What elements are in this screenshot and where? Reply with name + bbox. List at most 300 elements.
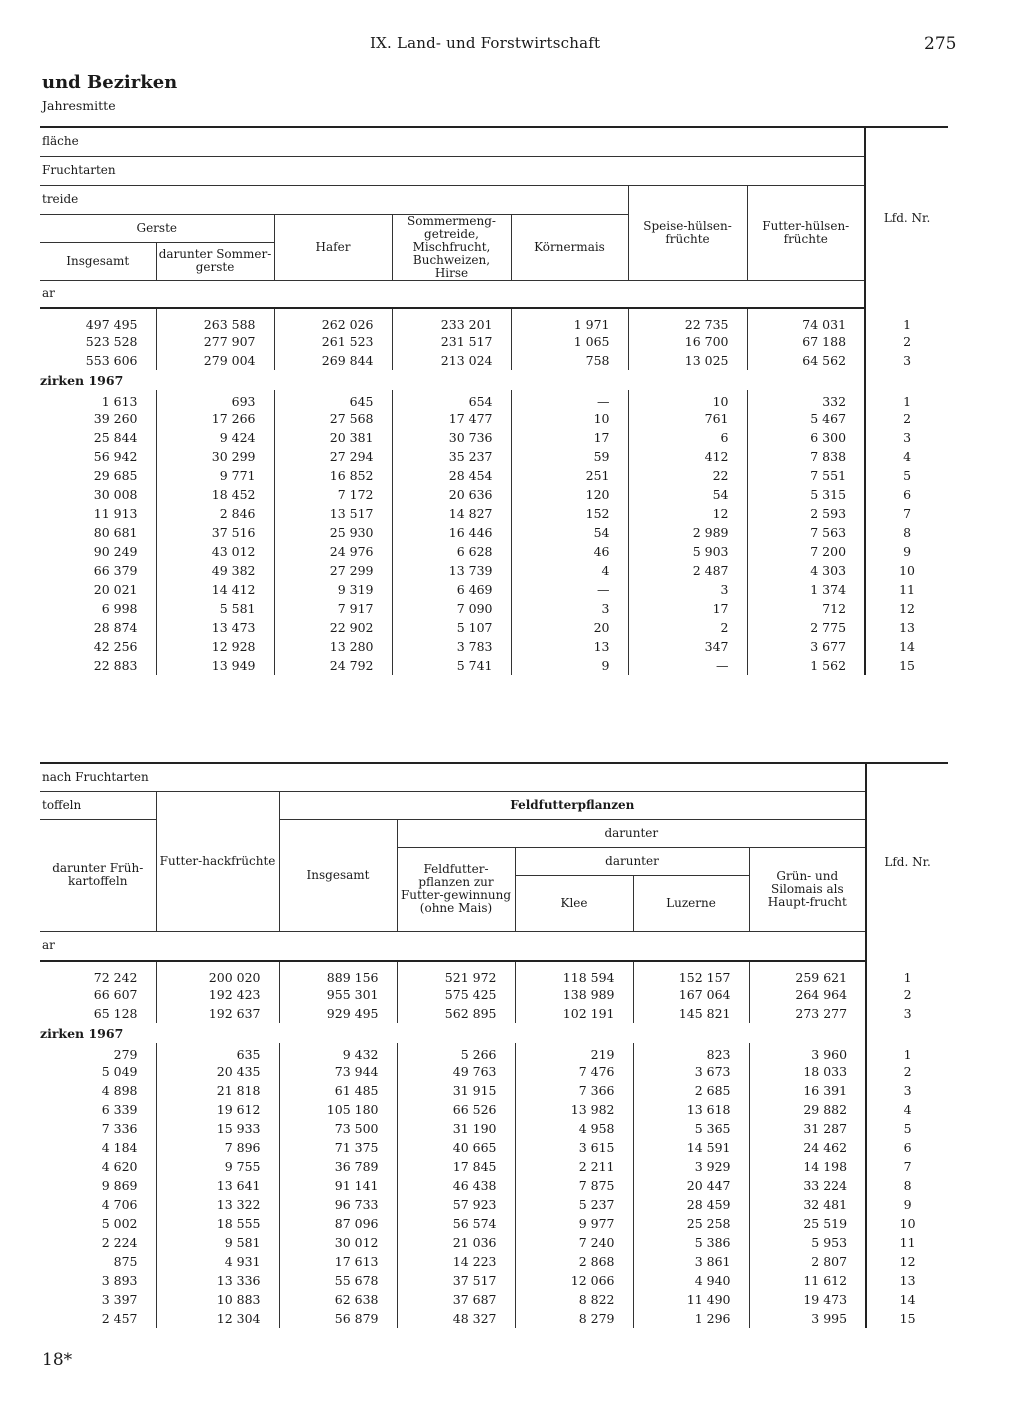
table-cell: 2 775: [747, 618, 865, 637]
table-row: [40, 428, 948, 447]
table-cell: 17: [511, 428, 628, 447]
table-row: [40, 332, 948, 351]
row-number: 2: [865, 332, 948, 351]
table-row: [40, 1081, 948, 1100]
table-cell: 37 687: [397, 1290, 515, 1309]
table-cell: 18 033: [749, 1062, 866, 1081]
table-cell: 1 065: [511, 332, 628, 351]
table-row: [40, 447, 948, 466]
table-cell: 4 940: [633, 1271, 749, 1290]
table-row: [40, 618, 948, 637]
table-cell: 635: [156, 1043, 279, 1062]
table-cell: 27 568: [274, 409, 392, 428]
table-cell: 17 477: [392, 409, 511, 428]
table-cell: 17 266: [156, 409, 274, 428]
table-row: [40, 985, 948, 1004]
table-cell: 145 821: [633, 1004, 749, 1023]
table-cell: 102 191: [515, 1004, 633, 1023]
row-number: 4: [866, 1100, 948, 1119]
table-cell: 14 412: [156, 580, 274, 599]
table-cell: 167 064: [633, 985, 749, 1004]
table-cell: 54: [628, 485, 747, 504]
table-cell: 49 382: [156, 561, 274, 580]
table-cell: 73 500: [279, 1119, 397, 1138]
row-number: 10: [866, 1214, 948, 1233]
table-cell: 7 336: [101, 1121, 138, 1136]
header-koernermais: Körnermais: [511, 214, 628, 280]
table-cell: 889 156: [279, 961, 397, 985]
header-hafer: Hafer: [274, 214, 392, 280]
table-cell: 46 438: [397, 1176, 515, 1195]
row-number: 15: [865, 656, 948, 675]
table-row: [40, 1043, 948, 1062]
table-cell: 29 882: [749, 1100, 866, 1119]
table-cell: 5 581: [156, 599, 274, 618]
table-cell: 59: [511, 447, 628, 466]
table-cell: 4 184: [101, 1140, 138, 1155]
table-cell: 14 591: [633, 1138, 749, 1157]
table-cell: 73 944: [279, 1062, 397, 1081]
table-cell: 30 299: [156, 447, 274, 466]
table-cell: 7 896: [156, 1138, 279, 1157]
header-insgesamt: Insgesamt: [279, 819, 397, 931]
table-cell: 10 883: [156, 1290, 279, 1309]
table-cell: 7 838: [747, 447, 865, 466]
table-cell: 14 827: [392, 504, 511, 523]
table-cell: 18 452: [156, 485, 274, 504]
table-cell: 654: [392, 390, 511, 409]
table-cell: 269 844: [274, 351, 392, 370]
table-cell: 42 256: [93, 639, 138, 654]
table-row: [40, 599, 948, 618]
table-cell: 3 783: [392, 637, 511, 656]
header-speise: Speise-hülsen-früchte: [628, 185, 747, 280]
table-cell: 2 846: [156, 504, 274, 523]
table-cell: 645: [274, 390, 392, 409]
table-row: [40, 308, 948, 332]
table-cell: 1 296: [633, 1309, 749, 1328]
table-cell: 693: [156, 390, 274, 409]
table-cell: 955 301: [279, 985, 397, 1004]
table-cell: 7 875: [515, 1176, 633, 1195]
table-row: [40, 1195, 948, 1214]
header-getreide: treide: [42, 192, 79, 206]
table-row: [40, 542, 948, 561]
table-row: [40, 1062, 948, 1081]
table-cell: 6 469: [392, 580, 511, 599]
header-gruen-silomais: Grün- und Silomais als Haupt-frucht: [749, 847, 866, 931]
table-cell: 4 620: [101, 1159, 138, 1174]
table-cell: 9 319: [274, 580, 392, 599]
table-row: [40, 466, 948, 485]
table-cell: 30 012: [279, 1233, 397, 1252]
table-cell: 9 755: [156, 1157, 279, 1176]
header-darunter: darunter: [397, 819, 866, 847]
table-cell: 3 960: [749, 1043, 866, 1062]
table-cell: 4 958: [515, 1119, 633, 1138]
table-cell: 2 593: [747, 504, 865, 523]
table-cell: 30 008: [93, 487, 138, 502]
table-cell: 13 517: [274, 504, 392, 523]
table-cell: 10: [511, 409, 628, 428]
table-row: [40, 961, 948, 985]
table-cell: 13 280: [274, 637, 392, 656]
table-cell: 9 977: [515, 1214, 633, 1233]
table-cell: 3 615: [515, 1138, 633, 1157]
table-cell: 7 240: [515, 1233, 633, 1252]
table-cell: 5 266: [397, 1043, 515, 1062]
header-sommermeng: Sommermeng-getreide, Mischfrucht, Buchweizen, Hirse: [392, 214, 511, 280]
table-cell: 13: [511, 637, 628, 656]
table-cell: 16 700: [628, 332, 747, 351]
table-cell: 66 607: [93, 987, 138, 1002]
header-fruchtarten: Fruchtarten: [40, 156, 865, 185]
table-cell: 27 294: [274, 447, 392, 466]
header-feldfutter: Feldfutterpflanzen: [279, 791, 866, 819]
table-row: [40, 1309, 948, 1328]
table-cell: 30 736: [392, 428, 511, 447]
table-row: [40, 1252, 948, 1271]
table-cell: 13 949: [156, 656, 274, 675]
table-cell: 3 995: [749, 1309, 866, 1328]
table-cell: 277 907: [156, 332, 274, 351]
row-number: 5: [866, 1119, 948, 1138]
table-cell: 562 895: [397, 1004, 515, 1023]
table-cell: 7 551: [747, 466, 865, 485]
row-number: 2: [866, 985, 948, 1004]
row-number: 1: [866, 961, 948, 985]
table-cell: 91 141: [279, 1176, 397, 1195]
table-cell: 55 678: [279, 1271, 397, 1290]
table-cell: 21 818: [156, 1081, 279, 1100]
header-futterhack: Futter-hackfrüchte: [156, 791, 279, 931]
table-cell: 712: [747, 599, 865, 618]
table-cell: 758: [511, 351, 628, 370]
table-cell: 264 964: [749, 985, 866, 1004]
table-cell: 3 677: [747, 637, 865, 656]
row-number: 6: [865, 485, 948, 504]
table-cell: 213 024: [392, 351, 511, 370]
table-cell: 1 562: [747, 656, 865, 675]
table-cell: 18 555: [156, 1214, 279, 1233]
table-cell: 80 681: [93, 525, 138, 540]
table-row: [40, 656, 948, 675]
table-cell: 4: [511, 561, 628, 580]
table-cell: 7 563: [747, 523, 865, 542]
table-cell: 28 454: [392, 466, 511, 485]
table-cell: 262 026: [274, 308, 392, 332]
row-number: 1: [865, 390, 948, 409]
table-row: [40, 1119, 948, 1138]
table-cell: 9 424: [156, 428, 274, 447]
table-cell: 64 562: [747, 351, 865, 370]
table-cell: 16 391: [749, 1081, 866, 1100]
table-cell: 22 902: [274, 618, 392, 637]
table-cell: 5 049: [101, 1064, 138, 1079]
table-cell: 761: [628, 409, 747, 428]
table-cell: 192 637: [156, 1004, 279, 1023]
table-cell: 105 180: [279, 1100, 397, 1119]
table-cell: 61 485: [279, 1081, 397, 1100]
table-cell: 20 636: [392, 485, 511, 504]
table-cell: 43 012: [156, 542, 274, 561]
table-cell: 12 928: [156, 637, 274, 656]
table-cell: 6 998: [101, 601, 138, 616]
table-cell: 3 673: [633, 1062, 749, 1081]
table-cell: 5 365: [633, 1119, 749, 1138]
table-cell: 13 618: [633, 1100, 749, 1119]
table-cell: 20 381: [274, 428, 392, 447]
header-lfd-nr: Lfd. Nr.: [866, 763, 948, 961]
row-number: 13: [866, 1271, 948, 1290]
table-cell: 2 224: [101, 1235, 138, 1250]
row-number: 12: [866, 1252, 948, 1271]
table-cell: 231 517: [392, 332, 511, 351]
row-number: 9: [865, 542, 948, 561]
row-number: 4: [865, 447, 948, 466]
table-cell: 279: [113, 1047, 138, 1062]
table-row: [40, 1271, 948, 1290]
table-cell: 7 090: [392, 599, 511, 618]
row-number: 3: [866, 1004, 948, 1023]
table-cell: 3 861: [633, 1252, 749, 1271]
footer-signature: 18*: [42, 1350, 73, 1370]
table-row: [40, 561, 948, 580]
table-cell: 2 868: [515, 1252, 633, 1271]
table-cell: 13 641: [156, 1176, 279, 1195]
table-cell: 39 260: [93, 411, 138, 426]
table-cell: 7 172: [274, 485, 392, 504]
row-number: 14: [865, 637, 948, 656]
table-cell: 219: [515, 1043, 633, 1062]
table-cell: 553 606: [85, 353, 138, 368]
table-cell: 3: [511, 599, 628, 618]
table-cell: 11 612: [749, 1271, 866, 1290]
table-row: [40, 523, 948, 542]
header-lfd-nr: Lfd. Nr.: [865, 127, 948, 308]
table-cell: 56 574: [397, 1214, 515, 1233]
row-number: 14: [866, 1290, 948, 1309]
header-sommergerste: darunter Sommer-gerste: [156, 242, 274, 280]
table-cell: 7 200: [747, 542, 865, 561]
table-cell: 261 523: [274, 332, 392, 351]
table-cell: 31 915: [397, 1081, 515, 1100]
table-cell: 12 304: [156, 1309, 279, 1328]
table-row: [40, 351, 948, 370]
table-cell: 19 473: [749, 1290, 866, 1309]
table-cell: 24 792: [274, 656, 392, 675]
row-number: 9: [866, 1195, 948, 1214]
table-cell: 497 495: [85, 317, 138, 332]
table-row: [40, 1138, 948, 1157]
table-cell: 15 933: [156, 1119, 279, 1138]
page-title: und Bezirken: [42, 72, 178, 93]
table-row: [40, 1100, 948, 1119]
row-number: 15: [866, 1309, 948, 1328]
table-cell: 8 279: [515, 1309, 633, 1328]
table-cell: 56 942: [93, 449, 138, 464]
table-cell: 3 397: [101, 1292, 138, 1307]
table-cell: 332: [747, 390, 865, 409]
row-number: 11: [865, 580, 948, 599]
table-cell: 3 893: [101, 1273, 138, 1288]
table-cell: —: [628, 656, 747, 675]
table-cell: 13 322: [156, 1195, 279, 1214]
table-cell: 823: [633, 1043, 749, 1062]
header-luzerne: Luzerne: [633, 875, 749, 931]
table-cell: 20 447: [633, 1176, 749, 1195]
table-cell: 57 923: [397, 1195, 515, 1214]
table-cell: 17: [628, 599, 747, 618]
table-cell: 2: [628, 618, 747, 637]
table-cell: 36 789: [279, 1157, 397, 1176]
table-cell: 152 157: [633, 961, 749, 985]
row-number: 12: [865, 599, 948, 618]
row-number: 7: [866, 1157, 948, 1176]
table-cell: 27 299: [274, 561, 392, 580]
header-flaeche: fläche: [40, 127, 865, 156]
table-cell: 49 763: [397, 1062, 515, 1081]
table-cell: 25 519: [749, 1214, 866, 1233]
header-nach-fruchtarten: nach Fruchtarten: [40, 763, 866, 791]
table-cell: 28 459: [633, 1195, 749, 1214]
table-cell: 72 242: [93, 970, 138, 985]
table-cell: 6 300: [747, 428, 865, 447]
table-cell: 13 473: [156, 618, 274, 637]
table-cell: 16 852: [274, 466, 392, 485]
table-cell: 875: [113, 1254, 138, 1269]
table-cell: 12: [628, 504, 747, 523]
table-cell: 5 467: [747, 409, 865, 428]
table-cell: 31 190: [397, 1119, 515, 1138]
table-cell: 29 685: [93, 468, 138, 483]
table-cell: 17 845: [397, 1157, 515, 1176]
table-cell: 4 303: [747, 561, 865, 580]
section-bezirke: zirken 1967: [40, 1025, 124, 1041]
table-cell: 13 739: [392, 561, 511, 580]
table-cell: 2 457: [101, 1311, 138, 1326]
table-row: [40, 390, 948, 409]
table-cell: —: [511, 390, 628, 409]
table-cell: 62 638: [279, 1290, 397, 1309]
table-cell: 233 201: [392, 308, 511, 332]
table-cell: 22 883: [93, 658, 138, 673]
table-cell: 10: [628, 390, 747, 409]
table-cell: 347: [628, 637, 747, 656]
table-cell: 2 989: [628, 523, 747, 542]
table-row: [40, 1214, 948, 1233]
header-darunter-2: darunter: [515, 847, 749, 875]
table-cell: 5 386: [633, 1233, 749, 1252]
header-kartoffeln: toffeln: [42, 797, 82, 812]
table-cell: 5 903: [628, 542, 747, 561]
page-number: 275: [924, 34, 957, 54]
table-cell: 16 446: [392, 523, 511, 542]
row-number: 2: [865, 409, 948, 428]
row-number: 6: [866, 1138, 948, 1157]
table-cell: 24 976: [274, 542, 392, 561]
table-row: [40, 1004, 948, 1023]
table-cell: 28 874: [93, 620, 138, 635]
table-cell: 3: [628, 580, 747, 599]
table-cell: 2 685: [633, 1081, 749, 1100]
table-cell: 37 516: [156, 523, 274, 542]
running-header: IX. Land- und Forstwirtschaft: [370, 34, 601, 52]
table-row: [40, 504, 948, 523]
table-cell: 32 481: [749, 1195, 866, 1214]
table-cell: 3 929: [633, 1157, 749, 1176]
table-cell: 5 237: [515, 1195, 633, 1214]
header-unit: ar: [40, 280, 865, 308]
table-cell: 90 249: [93, 544, 138, 559]
row-number: 2: [866, 1062, 948, 1081]
table-cell: 5 953: [749, 1233, 866, 1252]
row-number: 13: [865, 618, 948, 637]
table-cell: 929 495: [279, 1004, 397, 1023]
table-cell: 65 128: [93, 1006, 138, 1021]
table-cell: 575 425: [397, 985, 515, 1004]
row-number: 8: [865, 523, 948, 542]
table-cell: —: [511, 580, 628, 599]
header-gerste: Gerste: [40, 214, 274, 242]
table-cell: 251: [511, 466, 628, 485]
table-cell: 13 336: [156, 1271, 279, 1290]
table-cell: 1 374: [747, 580, 865, 599]
row-number: 10: [865, 561, 948, 580]
table-row: [40, 1290, 948, 1309]
table-cell: 17 613: [279, 1252, 397, 1271]
table-cell: 67 188: [747, 332, 865, 351]
table-cell: 13 025: [628, 351, 747, 370]
row-number: 5: [865, 466, 948, 485]
table-cell: 152: [511, 504, 628, 523]
table-cell: 200 020: [156, 961, 279, 985]
table-cell: 5 107: [392, 618, 511, 637]
table-cell: 25 258: [633, 1214, 749, 1233]
table-row: [40, 580, 948, 599]
table-cell: 5 315: [747, 485, 865, 504]
table-cell: 66 379: [93, 563, 138, 578]
table-cell: 9 869: [101, 1178, 138, 1193]
header-feldfutter-gewinnung: Feldfutter-pflanzen zur Futter-gewinnung (ohne Mais): [397, 847, 515, 931]
table-cell: 25 844: [93, 430, 138, 445]
table-cell: 21 036: [397, 1233, 515, 1252]
table-cell: 2 807: [749, 1252, 866, 1271]
table-row: [40, 1176, 948, 1195]
table-cell: 273 277: [749, 1004, 866, 1023]
row-number: 3: [865, 351, 948, 370]
table-cell: 54: [511, 523, 628, 542]
table-cell: 96 733: [279, 1195, 397, 1214]
table-cell: 12 066: [515, 1271, 633, 1290]
table-cell: 20: [511, 618, 628, 637]
table-cell: 5 002: [101, 1216, 138, 1231]
table-cell: 9 581: [156, 1233, 279, 1252]
row-number: 3: [866, 1081, 948, 1100]
table-cell: 13 982: [515, 1100, 633, 1119]
table-cell: 7 366: [515, 1081, 633, 1100]
row-number: 8: [866, 1176, 948, 1195]
table-cell: 9 432: [279, 1043, 397, 1062]
table-cell: 138 989: [515, 985, 633, 1004]
table-cell: 71 375: [279, 1138, 397, 1157]
table-cell: 521 972: [397, 961, 515, 985]
table-cell: 6: [628, 428, 747, 447]
table-cell: 259 621: [749, 961, 866, 985]
row-number: 7: [865, 504, 948, 523]
table-cell: 412: [628, 447, 747, 466]
table-cell: 40 665: [397, 1138, 515, 1157]
